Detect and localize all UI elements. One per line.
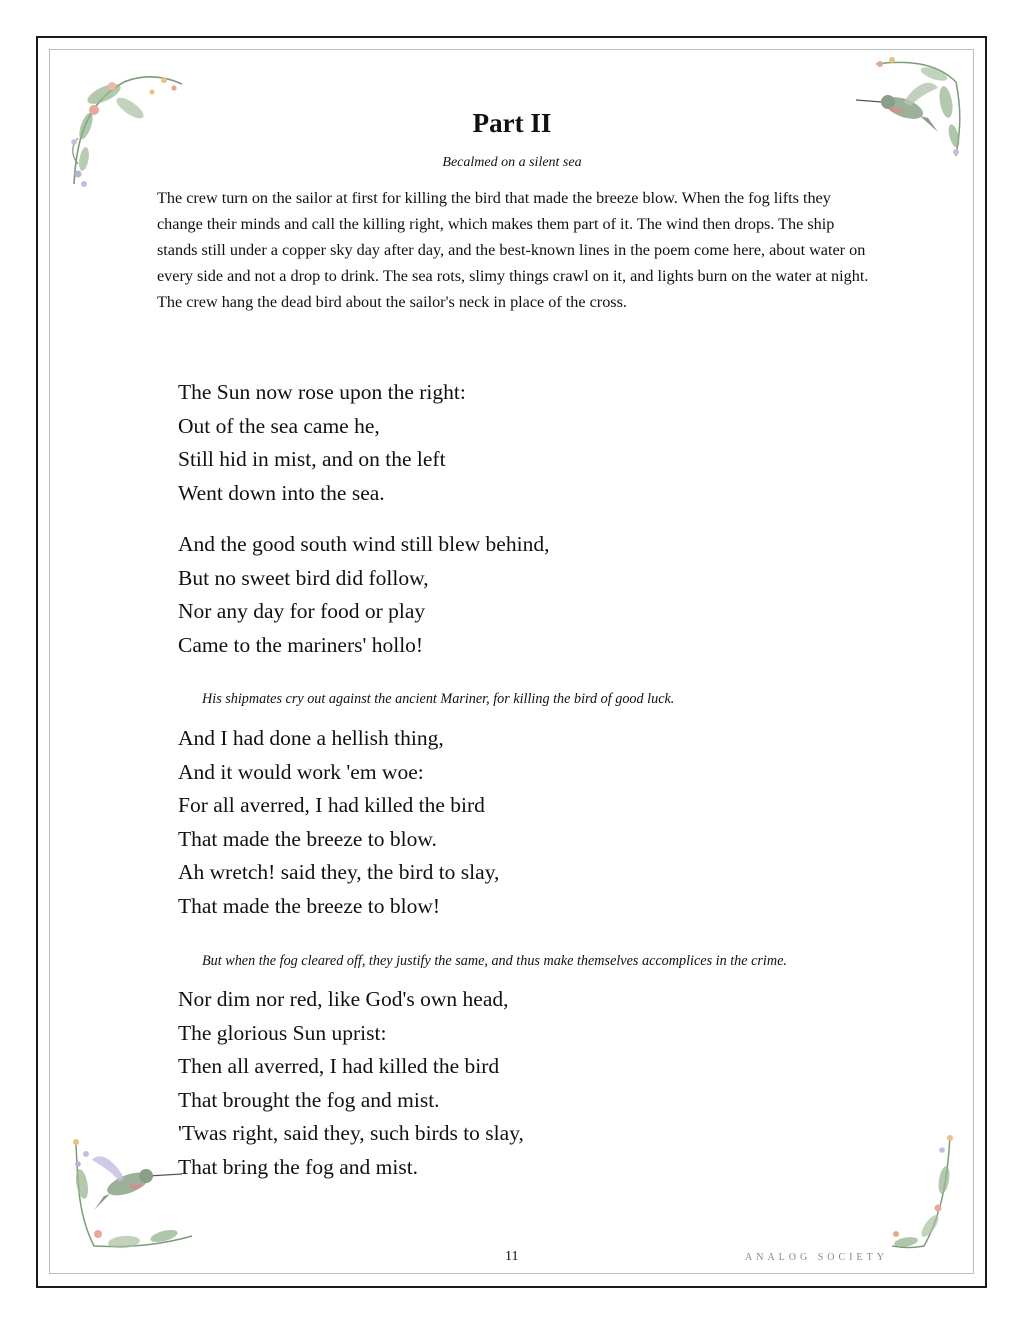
verse-line: And the good south wind still blew behind, [178, 532, 550, 556]
marginal-gloss: But when the fog cleared off, they justify the same, and thus make themselves accomplices in the crime. [202, 953, 787, 969]
stanza-3 [178, 722, 499, 923]
stanza-2 [178, 528, 549, 662]
page-title: Part II [472, 108, 552, 138]
hummingbird-icon [846, 52, 966, 162]
verse-line: That made the breeze to blow. [178, 826, 437, 851]
verse-line: Ah wretch! said they, the bird to slay, [178, 860, 500, 884]
verse-line: The Sun now rose upon the right: [178, 380, 466, 404]
stanza-1 [178, 376, 466, 510]
floral-corner-icon [884, 1130, 964, 1254]
verse-line: Came to the mariners' hollo! [178, 632, 424, 657]
verse-line: And I had done a hellish thing, [178, 726, 444, 750]
verse-line: Still hid in mist, and on the left [178, 447, 446, 471]
verse-line: The glorious Sun uprist: [178, 1020, 387, 1045]
verse-line: And it would work 'em woe: [178, 759, 424, 784]
verse-line: Went down into the sea. [178, 480, 385, 505]
verse-line: For all averred, I had killed the bird [178, 793, 485, 817]
verse-line: That brought the fog and mist. [178, 1087, 440, 1112]
verse-line: 'Twas right, said they, such birds to slay, [178, 1121, 524, 1145]
verse-line: That made the breeze to blow! [178, 893, 441, 918]
marginal-gloss: His shipmates cry out against the ancient Mariner, for killing the bird of good luck. [202, 691, 675, 707]
summary-paragraph: The crew turn on the sailor at first for killing the bird that made the breeze blow. When the fog lifts they change their minds and call the killing right, which makes them part of it. The wind then drops. The ship stands still under a copper sky day after day, and the best-known lines in the poem come here, about water on every side and not a drop to drink. The sea rots, slimy things crawl on it, and lights burn on the water at night. The crew hang the dead bird about the sailor's neck in place of the cross. [157, 189, 869, 311]
brand-footer: ANALOG SOCIETY [745, 1252, 888, 1263]
verse-line: But no sweet bird did follow, [178, 565, 429, 590]
page-subtitle: Becalmed on a silent sea [442, 155, 582, 170]
verse-line: Nor dim nor red, like God's own head, [178, 987, 509, 1011]
verse-line: That bring the fog and mist. [178, 1154, 419, 1179]
verse-line: Nor any day for food or play [178, 599, 426, 623]
verse-line: Out of the sea came he, [178, 413, 380, 438]
stanza-4 [178, 983, 524, 1184]
verse-line: Then all averred, I had killed the bird [178, 1054, 500, 1078]
page-number: 11 [505, 1249, 519, 1264]
